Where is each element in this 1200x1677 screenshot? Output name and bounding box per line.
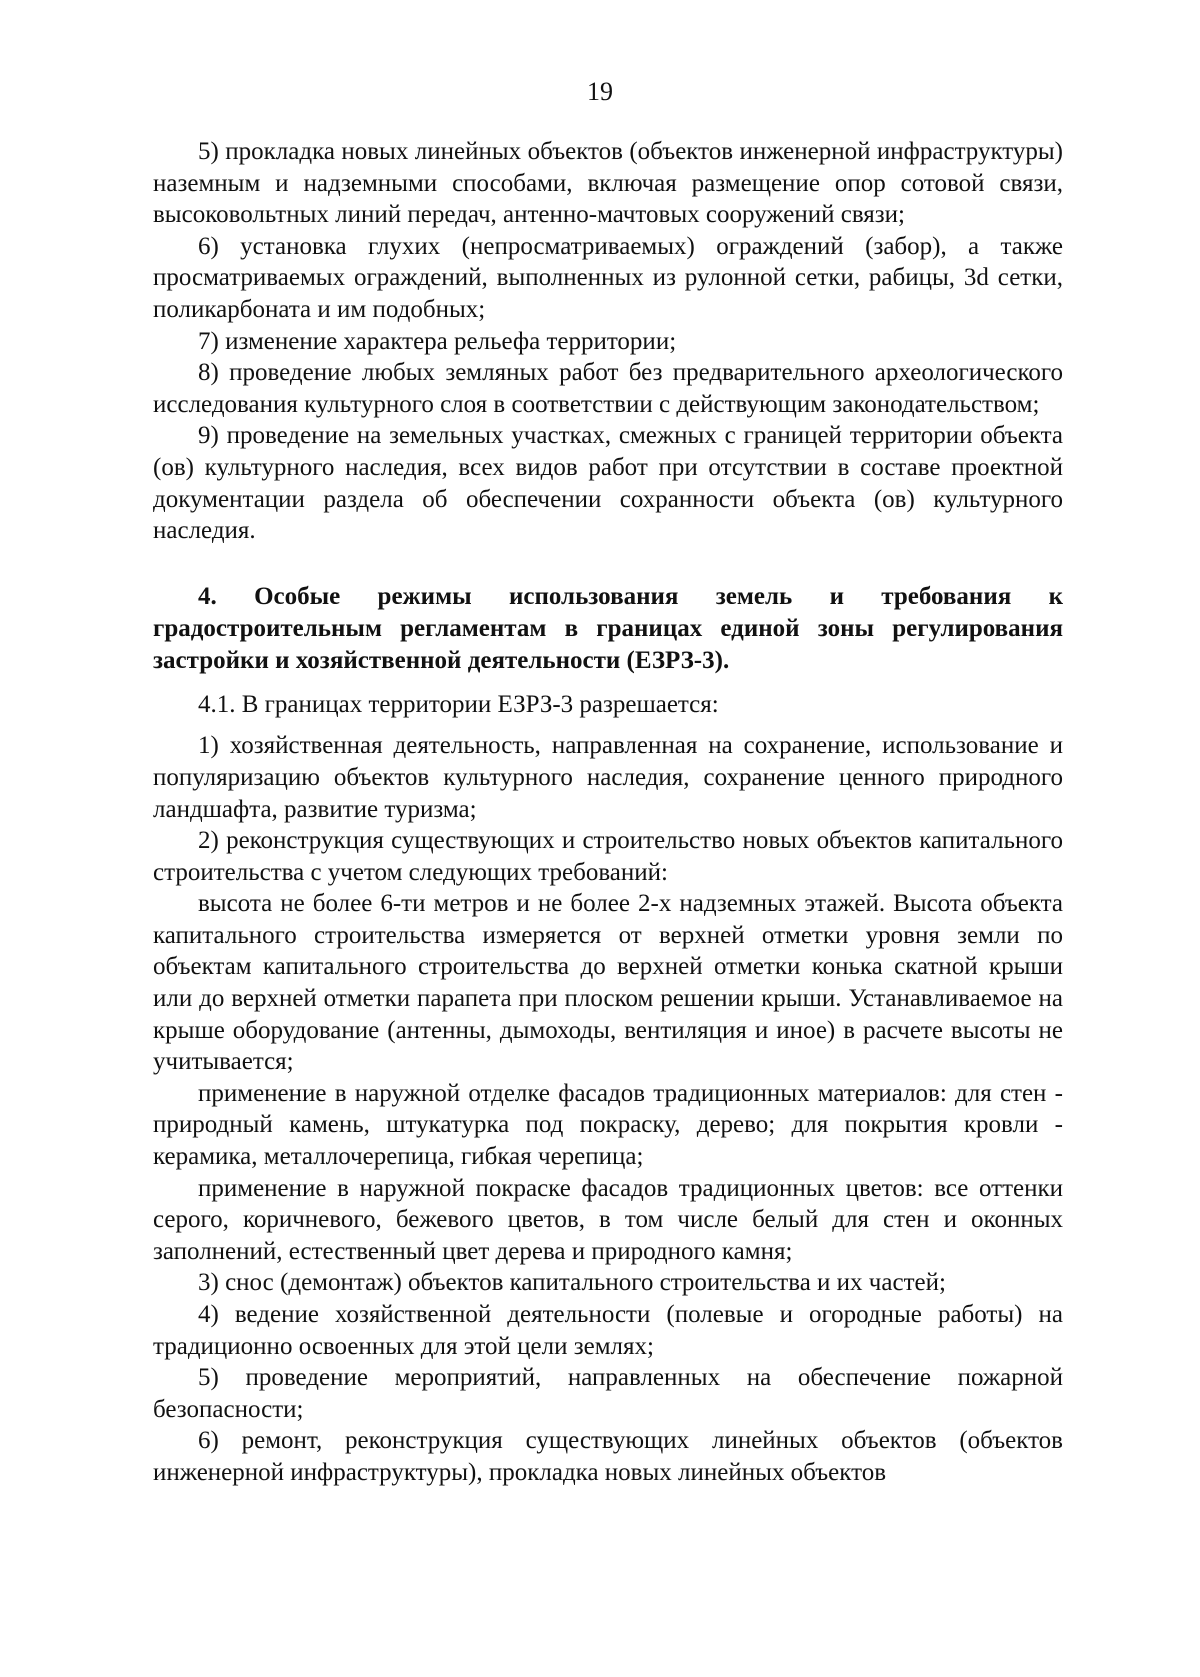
list-item-9: 9) проведение на земельных участках, смежных с границей территории объекта (ов) культурного наследия, всех видов работ при отсутствии в составе проектной документации раздела об обеспечении сохранности объекта (ов) культурного наследия. xyxy=(153,422,1063,545)
allowed-item-3: 3) снос (демонтаж) объектов капитального строительства и их частей; xyxy=(198,1269,946,1297)
allowed-item-5: 5) проведение мероприятий, направленных на обеспечение пожарной безопасности; xyxy=(153,1364,1063,1423)
requirement-materials: применение в наружной отделке фасадов традиционных материалов: для стен - природный камень, штукатурка под покраску, дерево; для покрытия кровли - керамика, металлочерепица, гибкая черепица; xyxy=(153,1079,1063,1171)
list-item-6: 6) установка глухих (непросматриваемых) ограждений (забор), а также просматриваемых ограждений, выполненных из рулонной сетки, рабицы, 3d сетки, поликарбоната и им подобных; xyxy=(153,232,1063,323)
requirement-height: высота не более 6-ти метров и не более 2-х надземных этажей. Высота объекта капитального строительства измеряется от верхней отметки уровня земли по объектам капитального строительства до верхней отметки конька скатной крыши или до верхней отметки парапета при плоском решении крыши. Устанавливаемое на крыше оборудование (антенны, дымоходы, вентиляция и иное) в расчете высоты не учитывается; xyxy=(153,890,1063,1076)
document-body xyxy=(153,136,1063,1489)
allowed-item-4: 4) ведение хозяйственной деятельности (полевые и огородные работы) на традиционно освоенных для этой цели землях; xyxy=(153,1301,1063,1360)
list-item-8: 8) проведение любых земляных работ без предварительного археологического исследования культурного слоя в соответствии с действующим законодательством; xyxy=(153,359,1063,418)
list-item-7: 7) изменение характера рельефа территории; xyxy=(198,327,677,355)
allowed-item-2: 2) реконструкция существующих и строительство новых объектов капитального строительства с учетом следующих требований: xyxy=(153,827,1063,886)
allowed-item-6: 6) ремонт, реконструкция существующих линейных объектов (объектов инженерной инфраструктуры), прокладка новых линейных объектов xyxy=(153,1427,1063,1486)
subsection-heading: 4.1. В границах территории ЕЗРЗ-3 разрешается: xyxy=(198,690,719,718)
page-number: 19 xyxy=(587,77,613,106)
allowed-item-1: 1) хозяйственная деятельность, направленная на сохранение, использование и популяризацию объектов культурного наследия, сохранение ценного природного ландшафта, развитие туризма; xyxy=(153,732,1063,823)
section-heading: 4. Особые режимы использования земель и требования к градостроительным регламентам в границах единой зоны регулирования застройки и хозяйственной деятельности (ЕЗРЗ-3). xyxy=(153,582,1063,674)
list-item-5: 5) прокладка новых линейных объектов (объектов инженерной инфраструктуры) наземным и надземными способами, включая размещение опор сотовой связи, высоковольтных линий передач, антенно-мачтовых сооружений связи; xyxy=(153,138,1063,229)
requirement-colors: применение в наружной покраске фасадов традиционных цветов: все оттенки серого, коричневого, бежевого цветов, в том числе белый для стен и оконных заполнений, естественный цвет дерева и природного камня; xyxy=(153,1174,1063,1265)
